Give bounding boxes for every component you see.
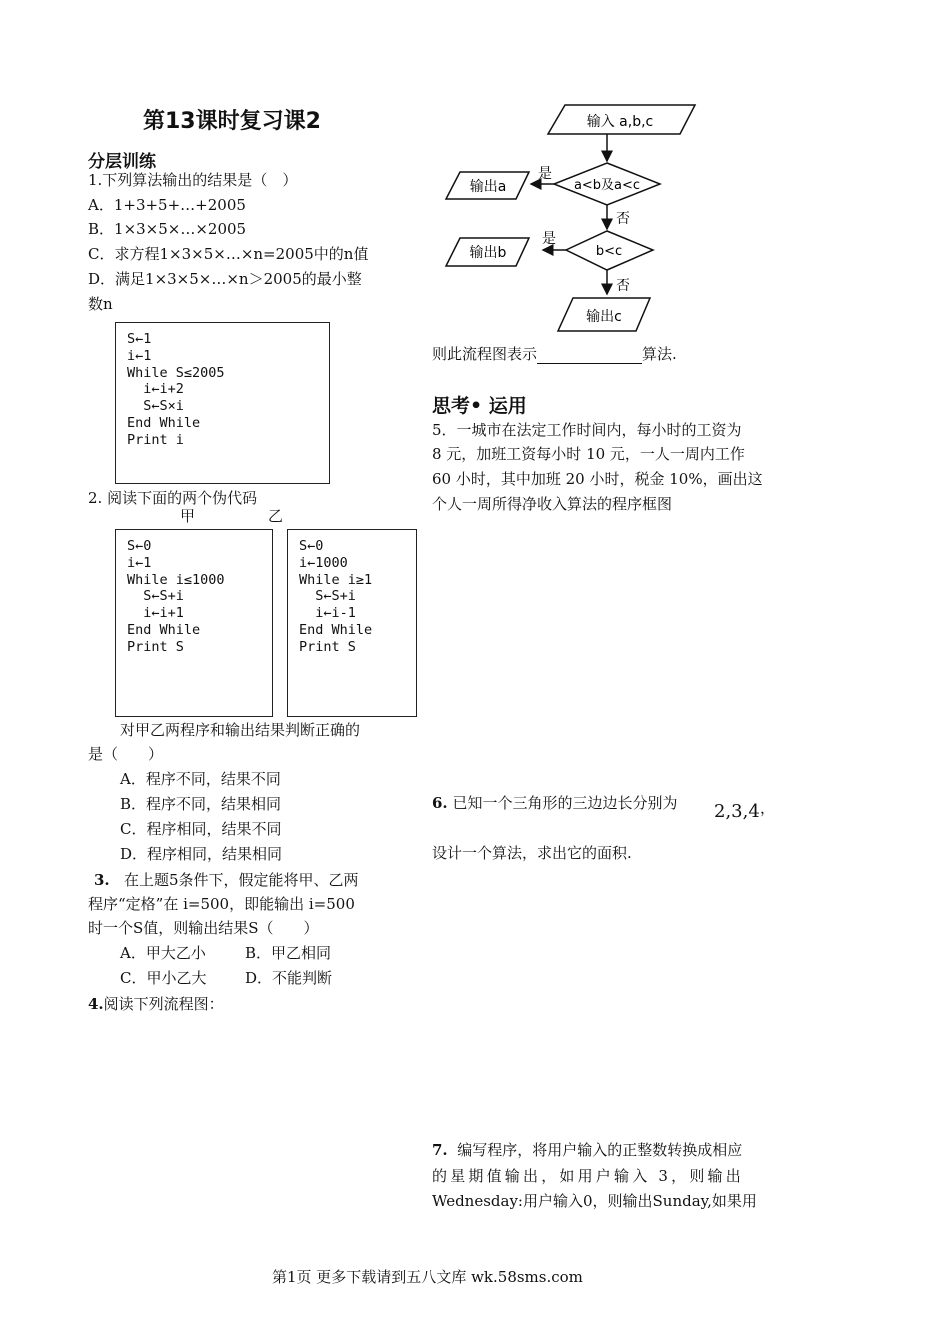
q6-comma: ， <box>760 799 776 817</box>
page-title: 第13课时复习课2 <box>143 109 321 134</box>
q3-line3: 时一个S值，则输出结果S（ ） <box>88 919 319 937</box>
q2-option-c: C．程序相同，结果不同 <box>120 820 282 838</box>
flow-output-b-text: 输出b <box>469 245 507 261</box>
q2-option-b: B．程序不同，结果相同 <box>120 795 282 813</box>
flow-output-c-text: 输出c <box>586 309 622 325</box>
q2-question-line1: 对甲乙两程序和输出结果判断正确的 <box>120 721 361 739</box>
q2-label-jia: 甲 <box>180 507 196 525</box>
q1-option-d: D．满足1×3×5×…×n＞2005的最小整 <box>88 270 362 288</box>
flow-yes-label-2: 是 <box>542 231 556 247</box>
q3-line2: 程序“定格”在 i=500，即能输出 i=500 <box>88 895 355 913</box>
flow-no-label-2: 否 <box>616 278 630 294</box>
q6-line1: 6. 已知一个三角形的三边边长分别为 <box>432 794 678 812</box>
q2-code-jia: S←0 i←1 While i≤1000 S←S+i i←i+1 End While Print S <box>127 538 225 655</box>
q2-code-box-jia <box>115 529 273 717</box>
q2-option-d: D．程序相同，结果相同 <box>120 845 283 863</box>
page-footer: 第1页 更多下载请到五八文库 wk.58sms.com <box>272 1268 583 1286</box>
flow-input-text: 输入 a,b,c <box>586 114 654 130</box>
q5-line2: 8 元，加班工资每小时 10 元，一人一周内工作 <box>432 445 745 463</box>
q1-option-c: C．求方程1×3×5×…×n=2005中的n值 <box>88 245 369 263</box>
q1-option-d-cont: 数n <box>88 295 113 313</box>
flow-yes-label-1: 是 <box>538 166 552 182</box>
q1-option-a: A．1+3+5+…+2005 <box>88 196 246 214</box>
q1-stem: 1.下列算法输出的结果是（ ） <box>88 171 298 189</box>
flow-decision-1-text: a<b及a<c <box>573 178 641 193</box>
q3-option-a: A．甲大乙小 <box>120 944 206 962</box>
q4-flowchart <box>440 95 700 340</box>
q6-number: 6. <box>432 794 448 812</box>
q4-stem: 4.阅读下列流程图： <box>88 995 224 1013</box>
q3-number: 3. <box>94 871 110 889</box>
q1-code: S←1 i←1 While S≤2005 i←i+2 S←S×i End While Print i <box>127 331 225 448</box>
flow-no-label-1: 否 <box>616 211 630 227</box>
q7-line1: 7. 编写程序，将用户输入的正整数转换成相应 <box>432 1141 743 1159</box>
q5-line1: 5．一城市在法定工作时间内，每小时的工资为 <box>432 421 742 439</box>
q4-number: 4. <box>88 995 104 1013</box>
q5-line4: 个人一周所得净收入算法的程序框图 <box>432 495 673 513</box>
q3-option-b: B．甲乙相同 <box>245 944 332 962</box>
q6-line2: 设计一个算法，求出它的面积. <box>432 844 632 862</box>
q2-label-yi: 乙 <box>268 507 284 525</box>
q1-code-box <box>115 322 330 484</box>
q2-option-a: A．程序不同，结果不同 <box>120 770 281 788</box>
section-heading-thinking-application: 思考• 运用 <box>432 395 527 417</box>
q7-line2: 的星期值输出，如用户输入 3，则输出 <box>432 1167 744 1185</box>
q4-answer-blank <box>537 347 642 364</box>
q7-number: 7. <box>432 1141 448 1159</box>
flow-decision-2-text: b<c <box>595 244 623 259</box>
q3-line1: 3. 在上题5条件下，假定能将甲、乙两 <box>94 871 359 889</box>
q1-option-b: B．1×3×5×…×2005 <box>88 220 247 238</box>
q6-sides: 2,3,4 <box>714 801 760 822</box>
q3-option-c: C．甲小乙大 <box>120 969 207 987</box>
q2-question-line2: 是（ ） <box>88 745 164 763</box>
flow-output-a-text: 输出a <box>469 179 507 195</box>
q2-code-yi: S←0 i←1000 While i≥1 S←S+i i←i-1 End While Print S <box>299 538 373 655</box>
section-heading-layered-training: 分层训练 <box>88 152 156 172</box>
q2-stem: 2. 阅读下面的两个伪代码 <box>88 489 258 507</box>
q5-line3: 60 小时，其中加班 20 小时，税金 10%，画出这 <box>432 470 763 488</box>
q2-code-box-yi <box>287 529 417 717</box>
q3-option-d: D．不能判断 <box>245 969 333 987</box>
q4-answer-line: 则此流程图表示 算法. <box>432 345 677 363</box>
q7-line3: Wednesday:用户输入0，则输出Sunday,如果用 <box>432 1192 757 1210</box>
